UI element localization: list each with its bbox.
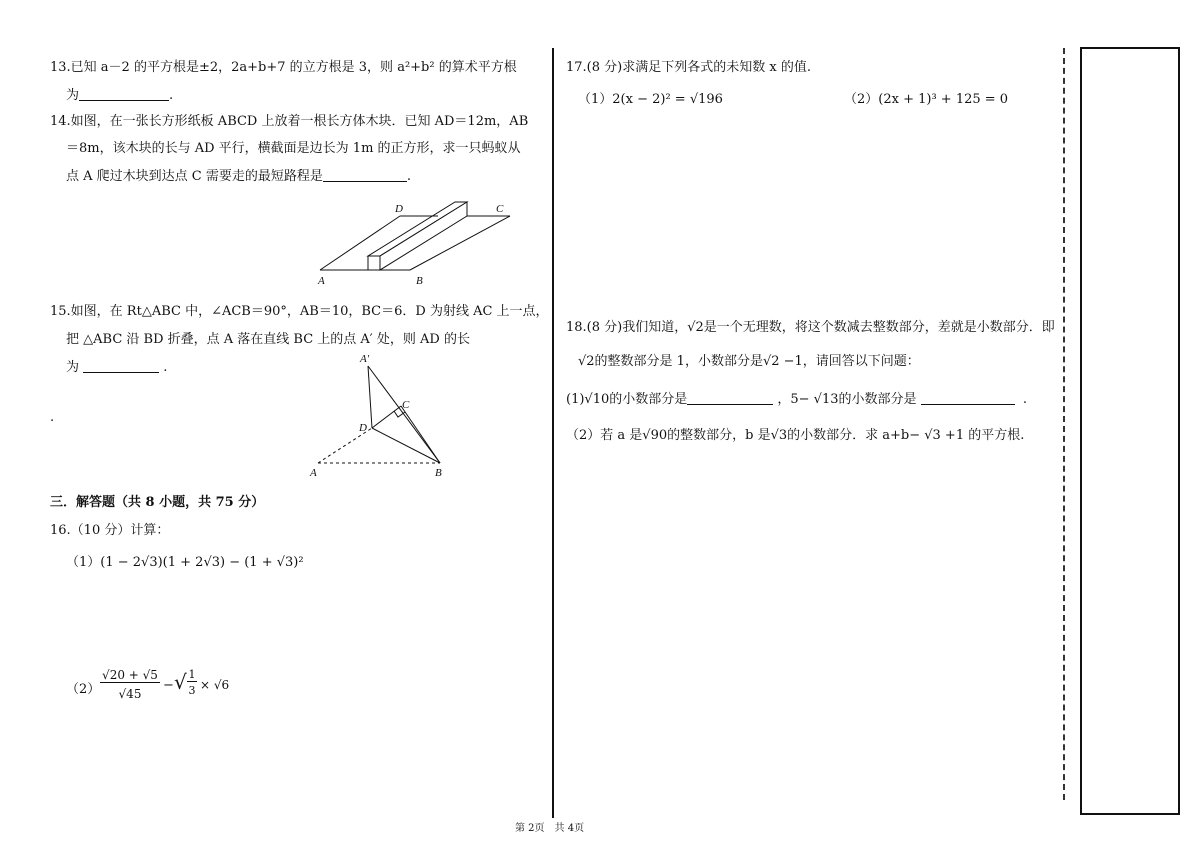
q13-answer-blank[interactable] (79, 87, 169, 101)
q13-suffix: . (169, 88, 174, 103)
q16-part2-frac-numerator: 1 (188, 668, 196, 681)
q16-part2-times: × √6 (200, 678, 230, 692)
q13-text (50, 56, 517, 75)
q16-part1: （1）(1 − 2√3)(1 + 2√3) − (1 + √3)² (66, 555, 304, 570)
q17-part1: （1）2(x − 2)² = √196 (578, 92, 723, 107)
q15-label-C: C (402, 399, 410, 411)
q15-prefix: 为 (66, 360, 80, 375)
q14-suffix: . (406, 169, 412, 184)
q18-part1 (566, 388, 1027, 407)
q15-stray-dot: . (50, 410, 55, 425)
binding-margin-box (1080, 47, 1180, 815)
page-footer: 第 2页 共 4页 (515, 823, 585, 834)
q15-label-D: D (359, 422, 367, 434)
binding-dashed-line (1063, 48, 1065, 800)
q14-line3-wrap (66, 165, 411, 184)
q13-answer-line (66, 84, 173, 103)
q15-label-A-prime: A′ (360, 353, 370, 365)
q16-part2-numerator: √20 + √5 (100, 668, 160, 683)
q16-part2-denominator: √45 (118, 687, 142, 701)
q14-label-B: B (416, 275, 423, 287)
q18-part1-blank1[interactable] (687, 391, 773, 405)
q14-label-A: A (318, 275, 325, 287)
section3-heading: 三．解答题（共 8 小题，共 75 分） (50, 495, 265, 510)
q15-answer-blank[interactable] (83, 359, 159, 373)
q18-part1-c: . (1022, 392, 1028, 407)
q15-label-A: A (310, 467, 317, 479)
q18-line2: √2的整数部分是 1，小数部分是√2 −1，请回答以下问题： (578, 354, 920, 369)
q15-suffix: . (163, 360, 168, 375)
q16-part2-label: （2） (66, 682, 101, 697)
q15-line2: 把 △ABC 沿 BD 折叠，点 A 落在直线 BC 上的点 A′ 处，则 AD 的长 (66, 332, 470, 347)
q15-answer-line (66, 356, 167, 375)
q16-part2-radical: √ (174, 670, 187, 694)
q18-part2: （2）若 a 是√90的整数部分，b 是√3的小数部分．求 a+b− √3 +1 的平方根. (566, 428, 1025, 443)
q16-part2-minus: − (163, 678, 174, 693)
q13-prefix: 为 (66, 88, 80, 103)
q17-part2: （2）(2x + 1)³ + 125 = 0 (844, 92, 1009, 107)
q14-line3: 点 A 爬过木块到达点 C 需要走的最短路程是 (66, 169, 323, 184)
q13-line1: 13.已知 a－2 的平方根是±2，2a+b+7 的立方根是 3，则 a²+b² 的算术平方根 (50, 60, 517, 75)
q14-label-C: C (496, 203, 504, 215)
q16-title: 16.（10 分）计算： (50, 523, 170, 538)
q14-answer-blank[interactable] (323, 168, 407, 182)
q14-label-D: D (395, 203, 403, 215)
q16-part2-frac-denominator: 3 (188, 684, 196, 697)
q15-figure (306, 350, 456, 482)
q14-figure (312, 200, 512, 288)
q18-part1-blank2[interactable] (921, 391, 1015, 405)
q14-line1: 14.如图，在一张长方形纸板 ABCD 上放着一根长方体木块．已知 AD＝12m，AB (50, 114, 529, 129)
q15-line1: 15.如图，在 Rt△ABC 中，∠ACB＝90°，AB＝10，BC＝6．D 为射线 AC 上一点， (50, 304, 549, 319)
q18-part1-a: (1)√10的小数部分是 (566, 392, 688, 407)
q14-line2: ＝8m，该木块的长与 AD 平行，横截面是边长为 1m 的正方形，求一只蚂蚁从 (66, 141, 521, 156)
column-divider (552, 48, 554, 818)
q18-line1: 18.(8 分)我们知道，√2是一个无理数，将这个数减去整数部分，差就是小数部分．即 (566, 320, 1055, 335)
q17-title: 17.(8 分)求满足下列各式的未知数 x 的值. (566, 60, 811, 75)
q18-part1-b: ，5− √13的小数部分是 (777, 392, 917, 407)
q15-label-B: B (435, 467, 442, 479)
